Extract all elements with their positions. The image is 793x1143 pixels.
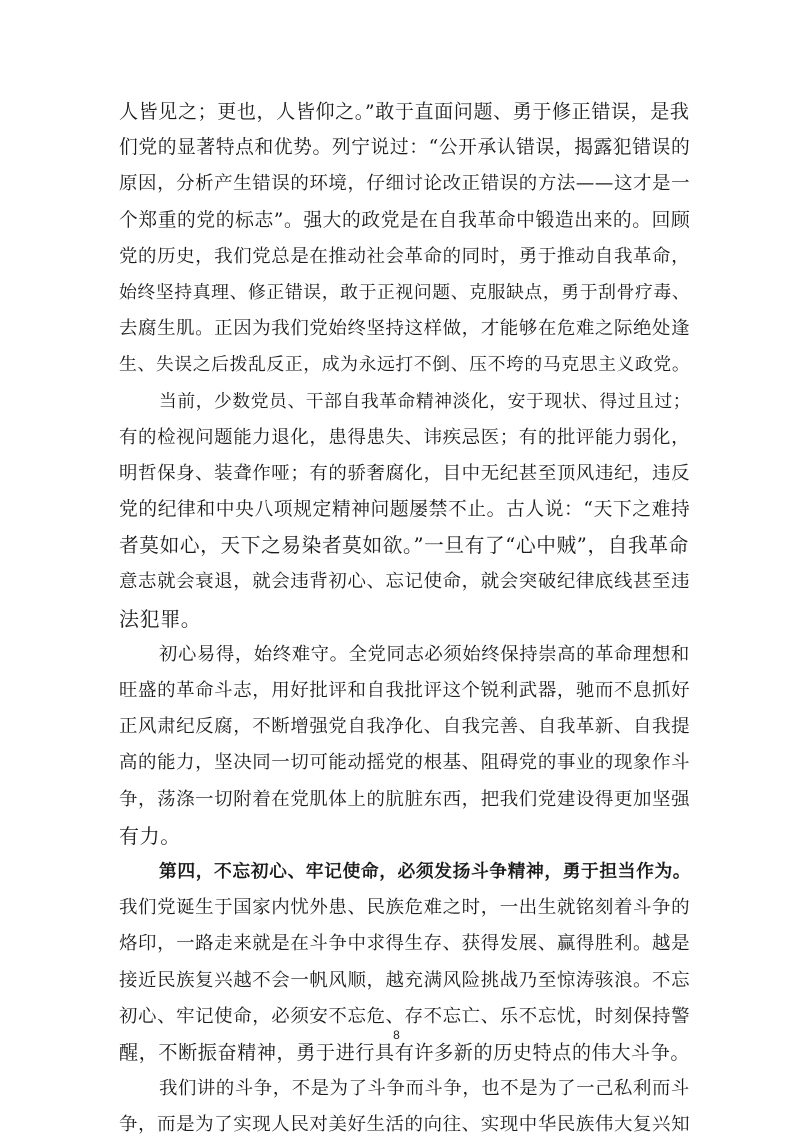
page-number: 8 xyxy=(393,1028,400,1042)
text-line: 法犯罪。 xyxy=(119,606,202,631)
text-line: 有力。 xyxy=(119,823,181,848)
text-line: 接近民族复兴越不会一帆风顺，越充满风险挑战乃至惊涛骇浪。不忘 xyxy=(119,969,691,991)
text-line: 原因，分析产生错误的环境，仔细讨论改正错误的方法——这才是一 xyxy=(119,173,691,195)
text-line: 们党的显著特点和优势。列宁说过：“公开承认错误，揭露犯错误的 xyxy=(119,137,691,159)
text-line: 有的检视问题能力退化，患得患失、讳疾忌医；有的批评能力弱化， xyxy=(119,426,691,448)
body-text xyxy=(119,94,692,1143)
text-line: 烙印，一路走来就是在斗争中求得生存、获得发展、赢得胜利。越是 xyxy=(119,933,691,955)
text-line: 醒，不断振奋精神，勇于进行具有许多新的历史特点的伟大斗争。 xyxy=(119,1040,691,1064)
text-line: 争，而是为了实现人民对美好生活的向往、实现中华民族伟大复兴知 xyxy=(119,1114,691,1136)
text-line: 个郑重的党的标志”。强大的政党是在自我革命中锻造出来的。回顾 xyxy=(119,209,691,231)
text-line: 党的纪律和中央八项规定精神问题屡禁不止。古人说：“天下之难持 xyxy=(119,499,691,521)
text-line: 正风肃纪反腐，不断增强党自我净化、自我完善、自我革新、自我提 xyxy=(119,716,691,738)
text-line: 初心、牢记使命，必须安不忘危、存不忘亡、乐不忘忧，时刻保持警 xyxy=(119,1005,691,1027)
text-line: 始终坚持真理、修正错误，敢于正视问题、克服缺点，勇于刮骨疗毒、 xyxy=(119,281,691,303)
paragraph-start-line: 当前，少数党员、干部自我革命精神淡化，安于现状、得过且过； xyxy=(159,391,692,412)
text-line: 去腐生肌。正因为我们党始终坚持这样做，才能够在危难之际绝处逢 xyxy=(119,318,691,340)
text-line: 党的历史，我们党总是在推动社会革命的同时，勇于推动自我革命， xyxy=(119,245,691,267)
text-line: 人皆见之；更也，人皆仰之。”敢于直面问题、勇于修正错误，是我 xyxy=(119,101,690,123)
text-line: 我们党诞生于国家内忧外患、民族危难之时，一出生就铭刻着斗争的 xyxy=(119,897,691,919)
text-line: 高的能力，坚决同一切可能动摇党的根基、阻碍党的事业的现象作斗 xyxy=(119,752,691,774)
paragraph-start-line: 初心易得，始终难守。全党同志必须始终保持崇高的革命理想和 xyxy=(159,643,690,665)
section-heading: 第四，不忘初心、牢记使命，必须发扬斗争精神，勇于担当作为。 xyxy=(159,860,692,882)
text-line: 意志就会衰退，就会违背初心、忘记使命，就会突破纪律底线甚至违 xyxy=(119,571,691,593)
text-line: 生、失误之后拨乱反正，成为永远打不倒、压不垮的马克思主义政党。 xyxy=(119,354,691,376)
text-line: 旺盛的革命斗志，用好批评和自我批评这个锐利武器，驰而不息抓好 xyxy=(119,680,691,701)
text-line: 争，荡涤一切附着在党肌体上的肮脏东西，把我们党建设得更加坚强 xyxy=(119,788,691,810)
paragraph-start-line: 我们讲的斗争，不是为了斗争而斗争，也不是为了一己私利而斗 xyxy=(159,1078,690,1100)
text-line: 明哲保身、装聋作哑；有的骄奢腐化，目中无纪甚至顶风违纪，违反 xyxy=(119,462,691,484)
text-line: 者莫如心，天下之易染者莫如欲。”一旦有了“心中贼”，自我革命 xyxy=(119,534,689,558)
